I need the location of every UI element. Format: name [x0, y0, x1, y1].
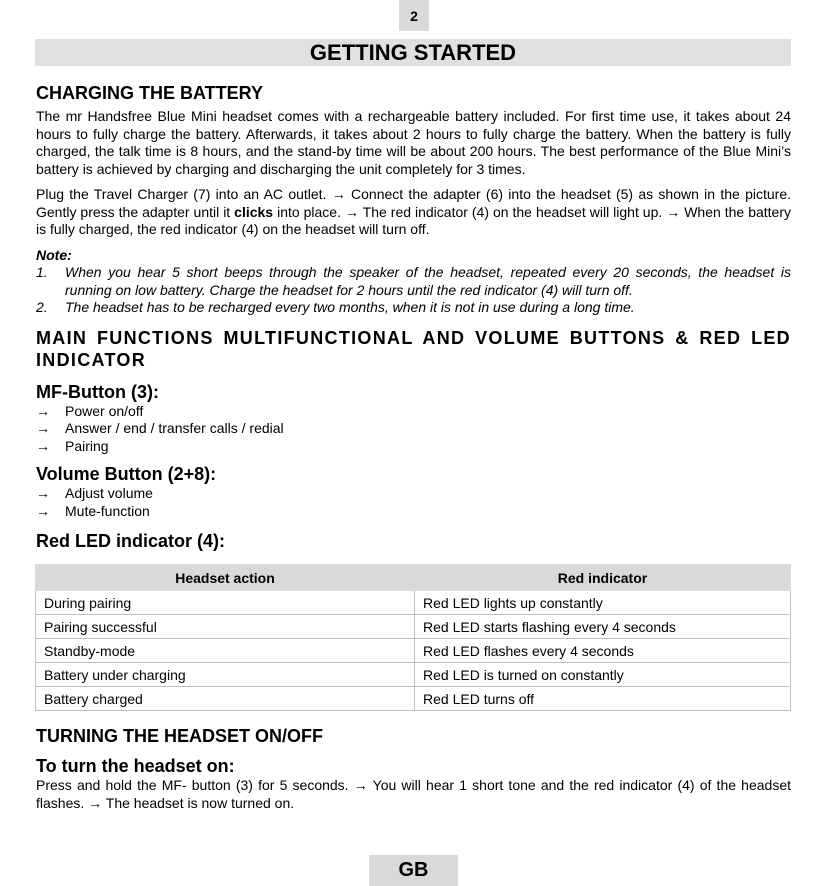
table-row — [36, 663, 791, 687]
note-text: When you hear 5 short beeps through the speaker of the headset, repeated every 20 seconds, the headset is running on low battery. Charge the headset for 2 hours until the red indicator (4) will turn off. — [65, 264, 791, 298]
charging-paragraph-2-start: Plug the Travel Charger (7) into an AC outlet. → Connect the adapter (6) into the headset (5) as shown in the picture. Gently press the adapter until it — [36, 186, 791, 220]
note-number: 2. — [36, 299, 48, 315]
list-item-text: Mute-function — [65, 502, 150, 519]
arrow-right-icon: → — [36, 485, 50, 501]
table-cell: Battery under charging — [36, 663, 415, 687]
charging-paragraph-2-end: into place. → The red indicator (4) on the headset will light up. → When the battery is fully charged, the red indicator (4) on the headset will turn off. — [36, 203, 791, 237]
turning-heading: TURNING THE HEADSET ON/OFF — [36, 726, 323, 746]
table-row — [36, 639, 791, 663]
page-number: 2 — [399, 0, 429, 31]
mf-button-list — [36, 403, 791, 456]
page-content — [36, 80, 791, 812]
column-header-red-indicator: Red indicator — [415, 565, 791, 591]
table-row — [36, 687, 791, 711]
led-indicator-heading: Red LED indicator (4): — [36, 531, 226, 551]
table-cell: Red LED turns off — [415, 687, 791, 711]
table-cell: Battery charged — [36, 687, 415, 711]
arrow-right-icon: → — [36, 402, 50, 419]
table-cell: Red LED starts flashing every 4 seconds — [415, 615, 791, 639]
turn-on-paragraph: Press and hold the MF- button (3) for 5 seconds. → You will hear 1 short tone and the red indicator (4) of the headset flashes. → The headset is now turned on. — [36, 777, 791, 811]
table-cell: Red LED lights up constantly — [415, 591, 791, 615]
table-header-row — [36, 565, 791, 591]
table-cell: During pairing — [36, 591, 415, 615]
list-item — [36, 503, 791, 521]
note-text: The headset has to be recharged every two months, when it is not in use during a long time. — [65, 299, 635, 315]
list-item-text: Pairing — [65, 437, 109, 454]
charging-paragraph-1: The mr Handsfree Blue Mini headset comes with a rechargeable battery included. For first time use, it takes about 24 hours to fully charge the battery. Afterwards, it takes about 2 hours to fully charge the battery. When the battery is fully charged, the talk time is 8 hours, and the stand-by time will be about 200 hours. The best performance of the Blue Mini’s battery is achieved by charging and discharging the unit completely for 3 times. — [36, 108, 791, 177]
list-item — [36, 485, 791, 503]
column-header-headset-action: Headset action — [36, 565, 415, 591]
table-row — [36, 591, 791, 615]
note-title: Note: — [36, 246, 72, 263]
section-title-banner: GETTING STARTED — [35, 39, 791, 66]
mf-button-heading: MF-Button (3): — [36, 381, 159, 402]
notes-list — [36, 264, 791, 317]
note-item — [36, 264, 791, 299]
arrow-right-icon: → — [36, 502, 50, 519]
table-cell: Standby-mode — [36, 639, 415, 663]
charging-heading: CHARGING THE BATTERY — [36, 83, 263, 103]
volume-button-list — [36, 485, 791, 520]
table-row — [36, 615, 791, 639]
volume-button-heading: Volume Button (2+8): — [36, 464, 217, 484]
led-indicator-table — [35, 564, 791, 711]
turn-on-subheading: To turn the headset on: — [36, 756, 235, 776]
note-number: 1. — [36, 264, 48, 280]
list-item — [36, 420, 791, 438]
table-cell: Pairing successful — [36, 615, 415, 639]
list-item-text: Power on/off — [65, 402, 144, 419]
main-functions-heading: MAIN FUNCTIONS MULTIFUNCTIONAL AND VOLUME BUTTONS & RED LED INDICATOR — [36, 327, 791, 370]
language-footer-label: GB — [369, 855, 458, 886]
list-item — [36, 438, 791, 456]
list-item-text: Answer / end / transfer calls / redial — [65, 420, 284, 436]
table-cell: Red LED flashes every 4 seconds — [415, 639, 791, 663]
table-cell: Red LED is turned on constantly — [415, 663, 791, 687]
list-item-text: Adjust volume — [65, 485, 153, 501]
clicks-emphasis: clicks — [234, 203, 274, 220]
note-item — [36, 299, 791, 317]
list-item — [36, 403, 791, 421]
charging-paragraph-2 — [36, 186, 791, 239]
arrow-right-icon: → — [36, 437, 50, 454]
arrow-right-icon: → — [36, 420, 50, 436]
